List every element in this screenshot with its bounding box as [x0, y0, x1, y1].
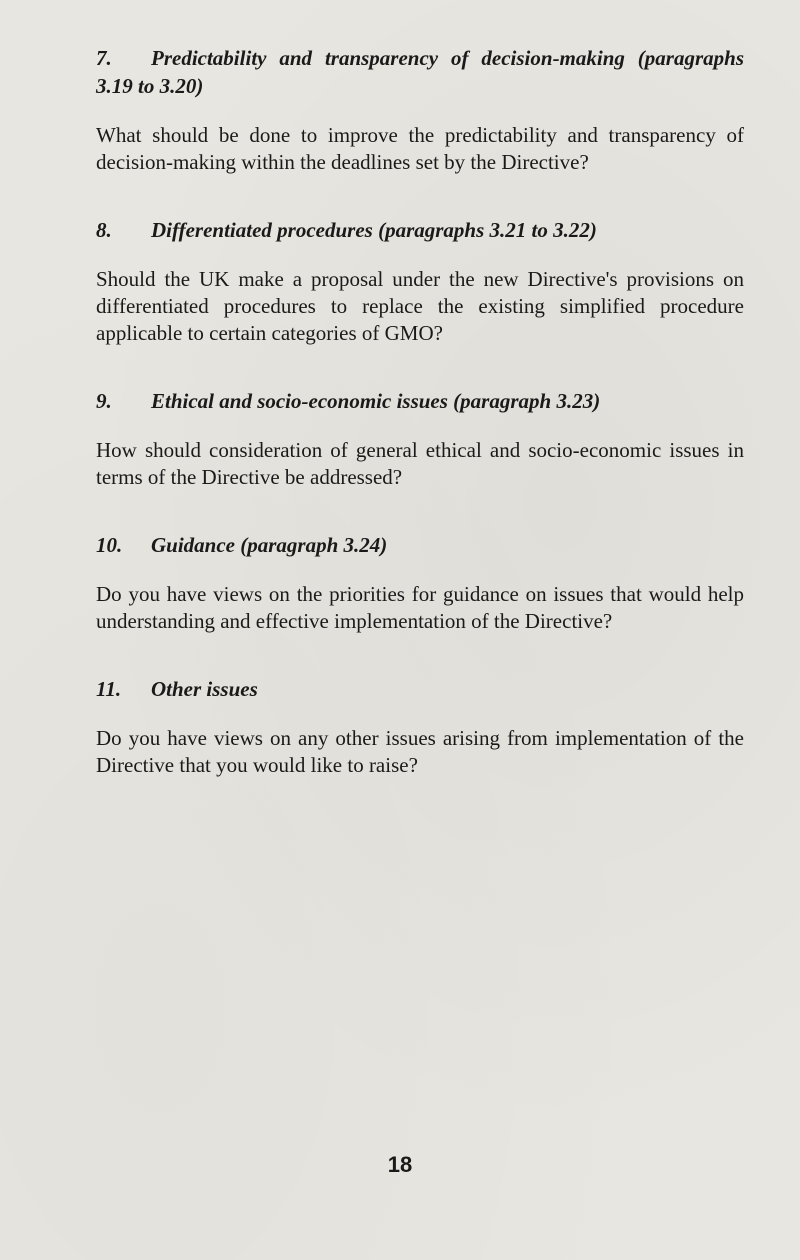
section-heading	[96, 675, 744, 703]
section-number: 8.	[96, 218, 112, 242]
section-heading	[96, 216, 744, 244]
section-question: What should be done to improve the predictability and transparency of decision-making within the deadlines set by the Directive?	[96, 123, 744, 174]
section-number: 9.	[96, 389, 112, 413]
section-title: Differentiated procedures (paragraphs 3.21 to 3.22)	[151, 218, 597, 242]
section-title: Other issues	[151, 677, 258, 701]
section-heading	[96, 531, 744, 559]
section-9	[96, 387, 744, 491]
section-heading	[96, 387, 744, 415]
section-title: Predictability and transparency of decision-making (paragraphs 3.19 to 3.20)	[96, 46, 744, 98]
section-title: Ethical and socio-economic issues (paragraph 3.23)	[151, 389, 601, 413]
section-7	[96, 44, 744, 176]
section-question: How should consideration of general ethical and socio-economic issues in terms of the Directive be addressed?	[96, 438, 744, 489]
section-question: Should the UK make a proposal under the new Directive's provisions on differentiated procedures to replace the existing simplified procedure applicable to certain categories of GMO?	[96, 267, 744, 345]
section-11	[96, 675, 744, 779]
section-number: 7.	[96, 46, 112, 70]
page-number: 18	[387, 1152, 413, 1177]
section-number: 10.	[96, 533, 123, 557]
section-question: Do you have views on the priorities for guidance on issues that would help understanding and effective implementation of the Directive?	[96, 582, 744, 633]
section-number: 11.	[96, 677, 122, 701]
section-10	[96, 531, 744, 635]
section-8	[96, 216, 744, 347]
document-body	[96, 44, 744, 779]
section-question: Do you have views on any other issues arising from implementation of the Directive that you would like to raise?	[96, 726, 744, 777]
section-title: Guidance (paragraph 3.24)	[151, 533, 388, 557]
section-heading	[96, 44, 744, 100]
